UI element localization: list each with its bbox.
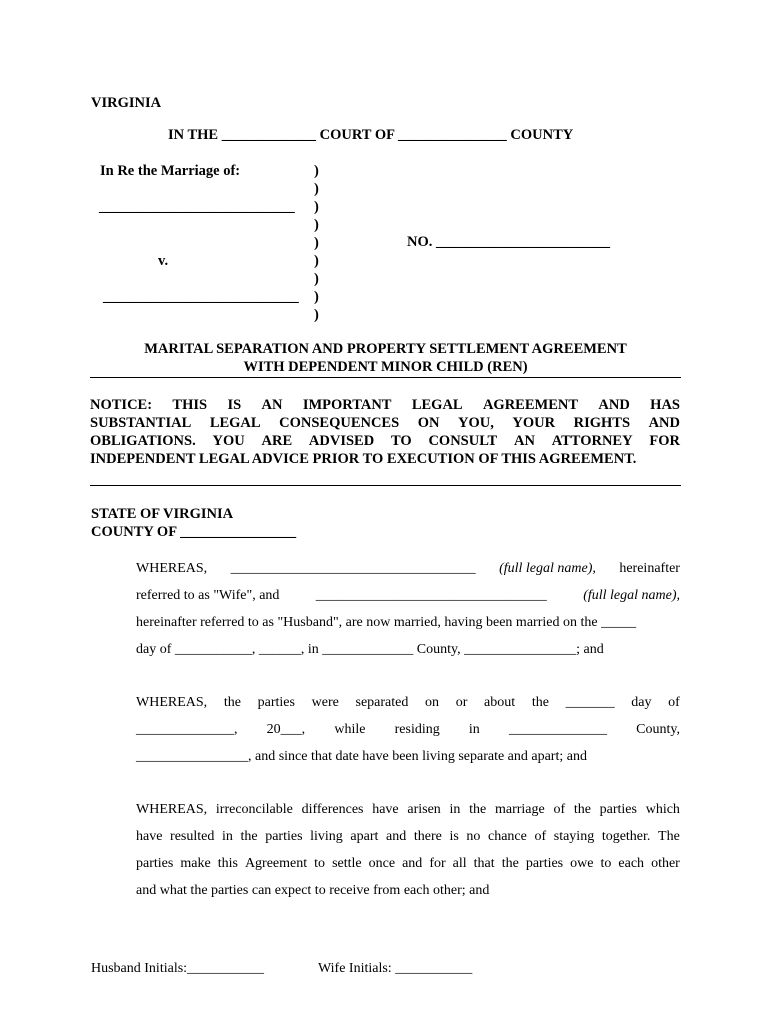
venue-state: STATE OF VIRGINIA — [91, 506, 234, 522]
paragraph-word: have — [372, 802, 399, 817]
paragraph-word: other — [651, 856, 680, 871]
notice-word: ADVISED — [308, 433, 375, 449]
paragraph-word: together. — [601, 829, 651, 844]
paragraph-word: parties — [525, 856, 564, 871]
paragraph-word: is — [449, 829, 459, 844]
paragraph-word: settle — [332, 856, 362, 871]
paragraph-word: of — [534, 829, 547, 844]
paragraph-line: and what the parties can expect to receive from each other; and — [136, 883, 490, 898]
paragraph-word: parties — [136, 856, 174, 871]
paragraph-word: apart — [350, 829, 379, 844]
whereas-paragraph-2 — [136, 689, 680, 770]
notice-word: RIGHTS — [573, 415, 631, 431]
paragraph-word: were — [311, 695, 339, 710]
paragraph-word: County, — [636, 722, 680, 737]
notice-word: AGREEMENT — [482, 397, 579, 413]
paragraph-text: WHEREAS, — [136, 561, 208, 576]
paragraph-word: the — [223, 695, 241, 710]
notice-rule — [90, 485, 681, 486]
paragraph-word: in — [221, 829, 233, 844]
separation-month-blank[interactable]: ______________, — [136, 722, 238, 737]
notice-word: YOU, — [457, 415, 494, 431]
caption-bracket: ) — [314, 199, 319, 215]
venue-county-field[interactable]: COUNTY OF ________________ — [91, 524, 297, 540]
notice-word: ATTORNEY — [551, 433, 633, 449]
paragraph-word: which — [645, 802, 680, 817]
wife-initials-field[interactable]: Wife Initials: ___________ — [318, 961, 473, 976]
paragraph-word: staying — [553, 829, 595, 844]
husband-name-blank[interactable]: _________________________________ — [315, 588, 547, 603]
paragraph-word: chance — [488, 829, 527, 844]
paragraph-word: there — [413, 829, 442, 844]
notice-word: AND — [598, 397, 630, 413]
paragraph-word: of — [668, 695, 680, 710]
paragraph-word: have — [136, 829, 163, 844]
paragraph-word: of — [553, 802, 566, 817]
paragraph-line — [136, 716, 680, 743]
paragraph-line — [136, 689, 680, 716]
paragraph-word: about — [484, 695, 516, 710]
caption-bracket: ) — [314, 163, 319, 179]
paragraph-text: hereinafter — [619, 561, 680, 576]
caption-bracket: ) — [314, 181, 319, 197]
whereas-paragraph-1 — [136, 555, 680, 663]
paragraph-word: to — [600, 856, 612, 871]
notice-line — [90, 396, 680, 414]
notice-word: AND — [648, 415, 680, 431]
party2-blank[interactable]: ___________________________ — [103, 289, 299, 305]
notice-word: THIS — [172, 397, 208, 413]
paragraph-word: differences — [301, 802, 364, 817]
paragraph-word: residing — [394, 722, 440, 737]
paragraph-word: in — [449, 802, 461, 817]
paragraph-line — [136, 823, 680, 850]
paragraph-word: separated — [355, 695, 409, 710]
notice-line — [90, 414, 680, 432]
paragraph-word: in — [468, 722, 480, 737]
paragraph-word: WHEREAS, — [136, 802, 208, 817]
paragraph-word: parties — [599, 802, 637, 817]
caption-bracket: ) — [314, 253, 319, 269]
separation-year-blank[interactable]: 20___, — [266, 722, 306, 737]
whereas-paragraph-3 — [136, 796, 680, 904]
caption-bracket: ) — [314, 271, 319, 287]
paragraph-word: and — [386, 829, 407, 844]
paragraph-word: the — [501, 856, 519, 871]
paragraph-word: irreconcilable — [215, 802, 293, 817]
paragraph-word: resulted — [170, 829, 215, 844]
notice-word: CONSULT — [428, 433, 498, 449]
paragraph-word: that — [473, 856, 495, 871]
paragraph-word: arisen — [407, 802, 441, 817]
paragraph-word: The — [658, 829, 680, 844]
paragraph-word: no — [466, 829, 481, 844]
notice-word: LEGAL — [411, 397, 463, 413]
paragraph-word: parties — [257, 695, 295, 710]
paragraph-line: ________________, and since that date have been living separate and apart; and — [136, 749, 587, 764]
paragraph-word: on — [425, 695, 440, 710]
state-heading: VIRGINIA — [91, 95, 162, 111]
paragraph-line — [136, 796, 680, 823]
separation-day-blank[interactable]: _______ — [565, 695, 615, 710]
paragraph-text: referred to as "Wife", and — [136, 588, 280, 603]
paragraph-word: or — [455, 695, 468, 710]
paragraph-word: once — [368, 856, 396, 871]
notice-word: NOTICE: — [90, 397, 153, 413]
notice-word: CONSEQUENCES — [279, 415, 400, 431]
paragraph-line — [136, 555, 680, 582]
notice-word: AN — [261, 397, 283, 413]
notice-block — [90, 396, 680, 468]
caption-bracket: ) — [314, 235, 319, 251]
paragraph-text: (full legal name), — [583, 588, 680, 603]
notice-word: LEGAL — [209, 415, 261, 431]
case-number-field[interactable]: NO. ________________________ — [407, 234, 610, 250]
agreement-title-line2: WITH DEPENDENT MINOR CHILD (REN) — [243, 359, 528, 375]
notice-word: YOUR — [512, 415, 556, 431]
party1-blank[interactable]: ___________________________ — [99, 199, 295, 215]
notice-word: ARE — [261, 433, 293, 449]
notice-word: OBLIGATIONS. — [90, 433, 196, 449]
paragraph-word: the — [531, 695, 549, 710]
notice-word: IMPORTANT — [302, 397, 392, 413]
paragraph-word: the — [573, 802, 591, 817]
paragraph-word: the — [469, 802, 487, 817]
notice-word: YOU — [212, 433, 245, 449]
paragraph-word: each — [618, 856, 645, 871]
title-rule — [90, 377, 681, 378]
paragraph-word: this — [217, 856, 238, 871]
paragraph-word: and — [402, 856, 423, 871]
notice-line-last: INDEPENDENT LEGAL ADVICE PRIOR TO EXECUTION OF THIS AGREEMENT. — [90, 451, 637, 467]
notice-word: HAS — [650, 397, 680, 413]
notice-word: TO — [390, 433, 412, 449]
in-re-label: In Re the Marriage of: — [100, 163, 241, 179]
paragraph-word: parties — [265, 829, 303, 844]
notice-word: SUBSTANTIAL — [90, 415, 192, 431]
caption-bracket: ) — [314, 307, 319, 323]
paragraph-word: Agreement — [244, 856, 308, 871]
paragraph-word: the — [240, 829, 258, 844]
paragraph-word: WHEREAS, — [136, 695, 208, 710]
paragraph-line — [136, 582, 680, 609]
paragraph-word: for — [429, 856, 446, 871]
notice-line — [90, 432, 680, 450]
paragraph-line — [136, 850, 680, 877]
notice-word: FOR — [649, 433, 680, 449]
paragraph-word: all — [452, 856, 467, 871]
paragraph-word: owe — [570, 856, 594, 871]
husband-initials-field[interactable]: Husband Initials:___________ — [91, 961, 265, 976]
paragraph-word: while — [334, 722, 366, 737]
paragraph-line: hereinafter referred to as "Husband", are now married, having been married on the _____ — [136, 615, 637, 630]
court-line: IN THE _____________ COURT OF _______________ COUNTY — [168, 127, 574, 143]
marriage-date-place-line[interactable]: day of ___________, ______, in _____________ County, ________________; and — [136, 642, 604, 657]
wife-name-blank[interactable]: ___________________________________ — [230, 561, 476, 576]
paragraph-word: make — [180, 856, 211, 871]
versus-label: v. — [158, 253, 169, 269]
caption-bracket: ) — [314, 289, 319, 305]
paragraph-text: (full legal name), — [499, 561, 596, 576]
agreement-title-line1: MARITAL SEPARATION AND PROPERTY SETTLEMENT AGREEMENT — [144, 341, 627, 357]
notice-word: ON — [417, 415, 440, 431]
residence-county-blank[interactable]: ______________ — [508, 722, 607, 737]
paragraph-word: marriage — [494, 802, 545, 817]
paragraph-word: to — [314, 856, 326, 871]
paragraph-word: living — [310, 829, 343, 844]
notice-word: IS — [227, 397, 242, 413]
paragraph-word: day — [631, 695, 652, 710]
notice-word: AN — [514, 433, 535, 449]
caption-bracket: ) — [314, 217, 319, 233]
